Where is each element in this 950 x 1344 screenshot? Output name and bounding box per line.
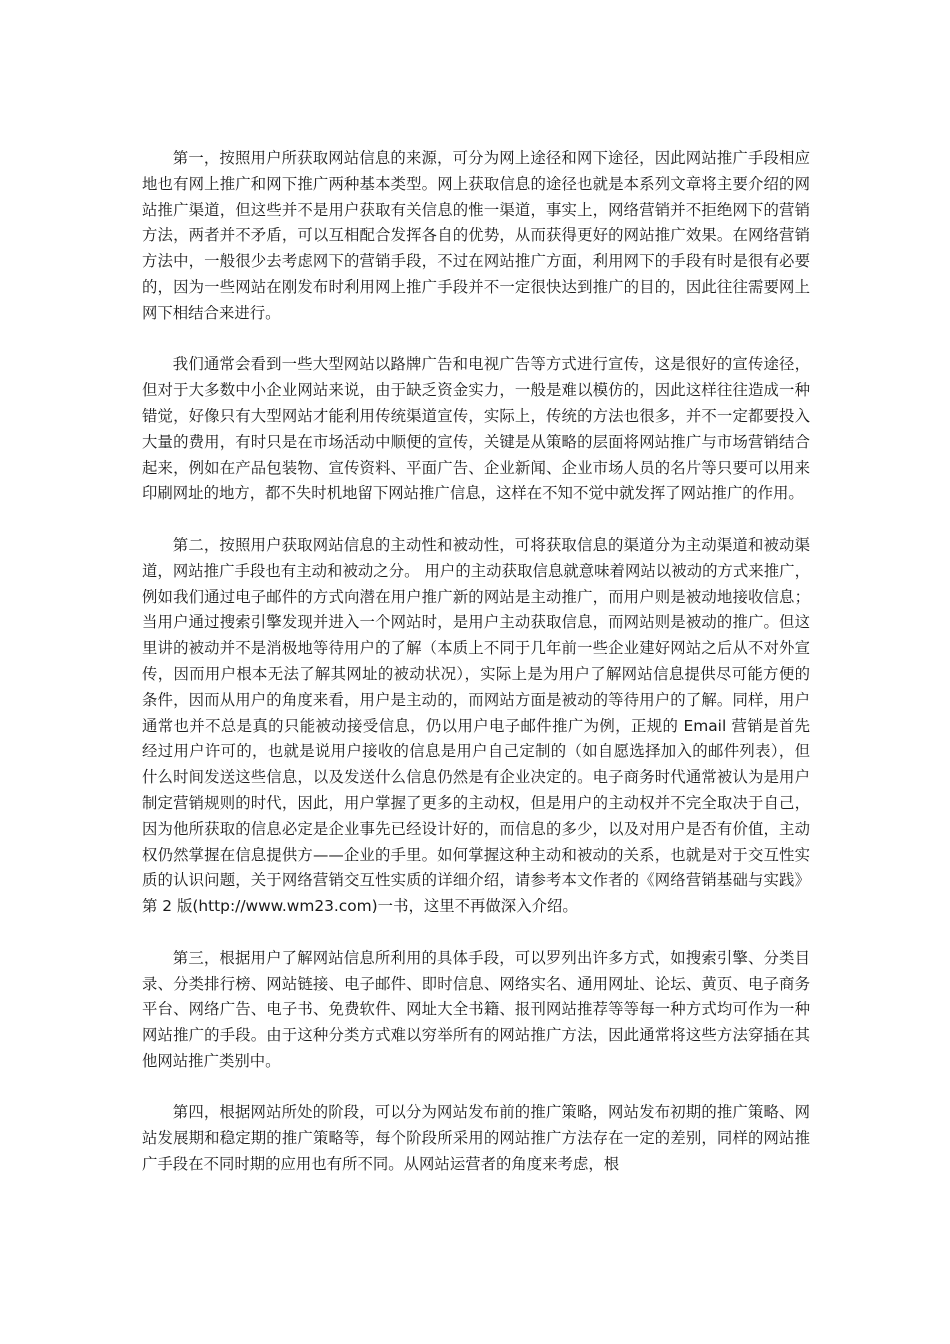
paragraph-active-passive: 第二，按照用户获取网站信息的主动性和被动性，可将获取信息的渠道分为主动渠道和被动渠道，网站推广手段也有主动和被动之分。 用户的主动获取信息就意味着网站以被动的方式来推广，例如我们通过电子邮件的方式向潜在用户推广新的网站是主动推广，而用户则是被动地接收信息；当用户通过搜索引擎发现并进入一个网站时，是用户主动获取信息，而网站则是被动的推广。但这里讲的被动并不是消极地等待用户的了解（本质上不同于几年前一些企业建好网站之后从不对外宣传，因而用户根本无法了解其网址的被动状况），实际上是为用户了解网站信息提供尽可能方便的条件，因而从用户的角度来看，用户是主动的，而网站方面是被动的等待用户的了解。同样，用户通常也并不总是真的只能被动接受信息，仍以用户电子邮件推广为例，正规的 Email 营销是首先经过用户许可的，也就是说用户接收的信息是用户自己定制的（如自愿选择加入的邮件列表），但什么时间发送这些信息，以及发送什么信息仍然是有企业决定的。电子商务时代通常被认为是用户制定营销规则的时代，因此，用户掌握了更多的主动权，但是用户的主动权并不完全取决于自己，因为他所获取的信息必定是企业事先已经设计好的，而信息的多少，以及对用户是否有价值，主动权仍然掌握在信息提供方——企业的手里。如何掌握这种主动和被动的关系，也就是对于交互性实质的认识问题，关于网络营销交互性实质的详细介绍，请参考本文作者的《网络营销基础与实践》第 2 版(http://www.wm23.com)一书，这里不再做深入介绍。: [142, 535, 810, 916]
document-body: [142, 146, 810, 1178]
paragraph-specific-methods: 第三，根据用户了解网站信息所利用的具体手段，可以罗列出许多方式，如搜索引擎、分类目录、分类排行榜、网站链接、电子邮件、即时信息、网络实名、通用网址、论坛、黄页、电子商务平台、网络广告、电子书、免费软件、网址大全书籍、报刊网站推荐等等每一种方式均可作为一种网站推广的手段。由于这种分类方式难以穷举所有的网站推广方法，因此通常将这些方法穿插在其他网站推广类别中。: [142, 948, 810, 1070]
paragraph-traditional-promotion: 我们通常会看到一些大型网站以路牌广告和电视广告等方式进行宣传，这是很好的宣传途径，但对于大多数中小企业网站来说，由于缺乏资金实力，一般是难以模仿的，因此这样往往造成一种错觉，好像只有大型网站才能利用传统渠道宣传，实际上，传统的方法也很多，并不一定都要投入大量的费用，有时只是在市场活动中顺便的宣传，关键是从策略的层面将网站推广与市场营销结合起来，例如在产品包装物、宣传资料、平面广告、企业新闻、企业市场人员的名片等只要可以用来印刷网址的地方，都不失时机地留下网站推广信息，这样在不知不觉中就发挥了网站推广的作用。: [142, 355, 810, 503]
paragraph-website-stages: 第四，根据网站所处的阶段，可以分为网站发布前的推广策略，网站发布初期的推广策略、网站发展期和稳定期的推广策略等，每个阶段所采用的网站推广方法存在一定的差别，同样的网站推广手段在不同时期的应用也有所不同。从网站运营者的角度来考虑，根: [142, 1103, 810, 1174]
paragraph-source-channels: 第一，按照用户所获取网站信息的来源，可分为网上途径和网下途径，因此网站推广手段相应地也有网上推广和网下推广两种基本类型。网上获取信息的途径也就是本系列文章将主要介绍的网站推广渠道，但这些并不是用户获取有关信息的惟一渠道，事实上，网络营销并不拒绝网下的营销方法，两者并不矛盾，可以互相配合发挥各自的优势，从而获得更好的网站推广效果。在网络营销方法中，一般很少去考虑网下的营销手段，不过在网站推广方面，利用网下的手段有时是很有必要的，因为一些网站在刚发布时利用网上推广手段并不一定很快达到推广的目的，因此往往需要网上网下相结合来进行。: [142, 149, 810, 322]
